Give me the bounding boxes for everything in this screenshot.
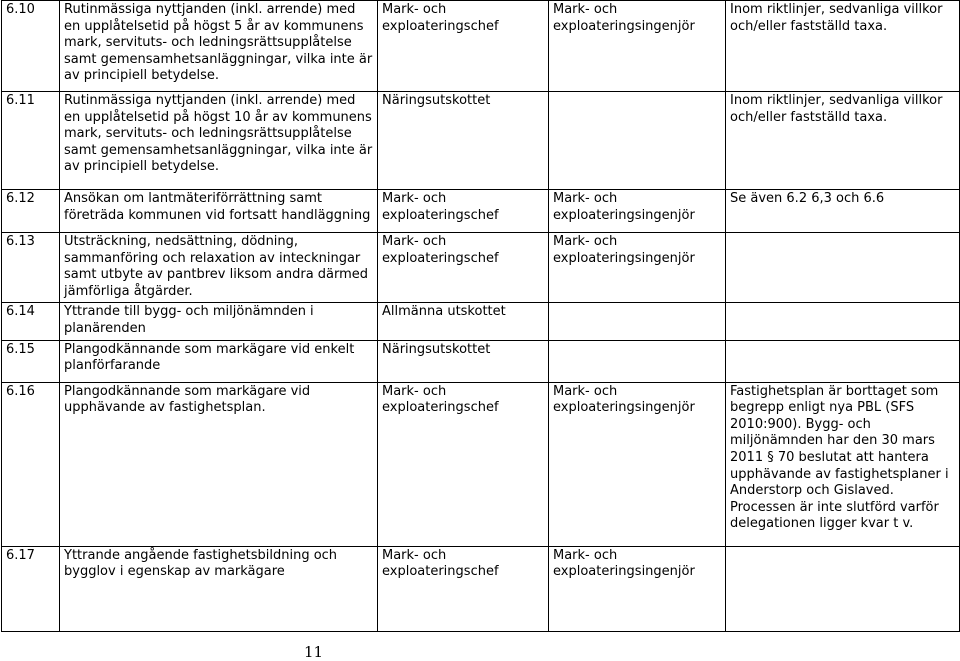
- row-substitute: Mark- och exploateringsingenjör: [549, 546, 726, 631]
- row-substitute: Mark- och exploateringsingenjör: [549, 190, 726, 233]
- row-remark: [726, 340, 960, 382]
- row-remark: Fastighetsplan är borttaget som begrepp enligt nya PBL (SFS 2010:900). Bygg- och miljönämnden har den 30 mars 2011 § 70 beslutat att hantera upphävande av fastighetsplaner i Anderstorp och Gislaved. Processen är inte slutförd varför delegationen ligger kvar t v.: [726, 382, 960, 546]
- row-delegate: Näringsutskottet: [378, 92, 549, 190]
- row-remark: Inom riktlinjer, sedvanliga villkor och/eller fastställd taxa.: [726, 1, 960, 92]
- row-substitute: Mark- och exploateringsingenjör: [549, 1, 726, 92]
- table-row: [2, 382, 960, 546]
- row-remark: [726, 233, 960, 303]
- row-delegate: Mark- och exploateringschef: [378, 546, 549, 631]
- row-substitute: [549, 92, 726, 190]
- row-substitute: Mark- och exploateringsingenjör: [549, 382, 726, 546]
- table-row: [2, 546, 960, 631]
- row-remark: Se även 6.2 6,3 och 6.6: [726, 190, 960, 233]
- row-matter: Plangodkännande som markägare vid upphävande av fastighetsplan.: [60, 382, 378, 546]
- row-delegate: Näringsutskottet: [378, 340, 549, 382]
- row-number: 6.15: [2, 340, 60, 382]
- table-row: [2, 340, 960, 382]
- row-number: 6.14: [2, 303, 60, 340]
- row-number: 6.16: [2, 382, 60, 546]
- table-row: [2, 233, 960, 303]
- page-number: 11: [304, 643, 324, 661]
- table-row: [2, 1, 960, 92]
- row-delegate: Mark- och exploateringschef: [378, 382, 549, 546]
- table-row: [2, 92, 960, 190]
- row-matter: Rutinmässiga nyttjanden (inkl. arrende) med en upplåtelsetid på högst 5 år av kommunens mark, servituts- och ledningsrättsupplåtelse samt gemensamhetsanläggningar, vilka inte är av principiell betydelse.: [60, 1, 378, 92]
- row-delegate: Mark- och exploateringschef: [378, 190, 549, 233]
- row-delegate: Mark- och exploateringschef: [378, 233, 549, 303]
- row-number: 6.10: [2, 1, 60, 92]
- row-matter: Ansökan om lantmäteriförrättning samt företräda kommunen vid fortsatt handläggning: [60, 190, 378, 233]
- row-matter: Utsträckning, nedsättning, dödning, sammanföring och relaxation av inteckningar samt utbyte av pantbrev liksom andra därmed jämförliga åtgärder.: [60, 233, 378, 303]
- row-number: 6.12: [2, 190, 60, 233]
- row-substitute: Mark- och exploateringsingenjör: [549, 233, 726, 303]
- row-matter: Yttrande angående fastighetsbildning och bygglov i egenskap av markägare: [60, 546, 378, 631]
- table-row: [2, 190, 960, 233]
- row-substitute: [549, 340, 726, 382]
- row-matter: Rutinmässiga nyttjanden (inkl. arrende) med en upplåtelsetid på högst 10 år av kommunens mark, servituts- och ledningsrättsupplåtelse samt gemensamhetsanläggningar, vilka inte är av principiell betydelse.: [60, 92, 378, 190]
- row-number: 6.17: [2, 546, 60, 631]
- row-substitute: [549, 303, 726, 340]
- row-number: 6.13: [2, 233, 60, 303]
- row-number: 6.11: [2, 92, 60, 190]
- row-matter: Yttrande till bygg- och miljönämnden i planärenden: [60, 303, 378, 340]
- row-matter: Plangodkännande som markägare vid enkelt planförfarande: [60, 340, 378, 382]
- row-remark: Inom riktlinjer, sedvanliga villkor och/eller fastställd taxa.: [726, 92, 960, 190]
- row-remark: [726, 546, 960, 631]
- row-delegate: Allmänna utskottet: [378, 303, 549, 340]
- table-row: [2, 303, 960, 340]
- delegation-table: [1, 0, 960, 632]
- row-remark: [726, 303, 960, 340]
- row-delegate: Mark- och exploateringschef: [378, 1, 549, 92]
